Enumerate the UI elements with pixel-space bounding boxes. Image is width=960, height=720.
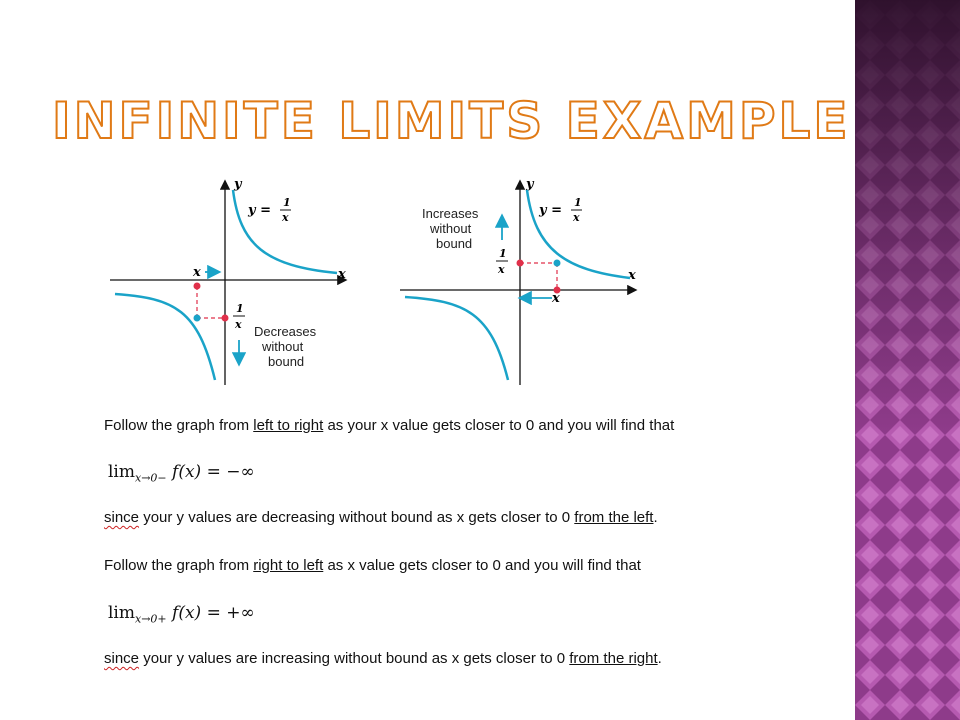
- equation-prefix: y =: [248, 203, 271, 218]
- underlined-phrase: left to right: [253, 417, 324, 434]
- equation-numerator: 1: [574, 196, 582, 209]
- y-value-denominator: x: [498, 263, 505, 276]
- text-span: your y values are increasing without bound as x gets closer to 0: [139, 650, 570, 667]
- lim-subscript: x→0−: [135, 471, 167, 485]
- lim-subscript: x→0+: [135, 612, 167, 626]
- equation-prefix: y =: [539, 203, 562, 218]
- underlined-phrase: from the left: [574, 509, 654, 526]
- y-value-numerator: 1: [499, 247, 507, 260]
- y-value-denominator: x: [235, 318, 242, 331]
- equation-numerator: 1: [283, 196, 291, 209]
- spellcheck-word: since: [104, 650, 140, 667]
- y-value-numerator: 1: [236, 302, 244, 315]
- annotation-line-1: Increases: [422, 206, 479, 221]
- hyperbola-left-branch: [405, 297, 508, 380]
- y-point: [517, 260, 524, 267]
- annotation-line-3: bound: [268, 354, 305, 369]
- text-span: as your x value gets closer to 0 and you will find that: [323, 417, 675, 434]
- text-span: .: [657, 650, 662, 667]
- y-point: [222, 315, 229, 322]
- underlined-phrase: right to left: [253, 557, 324, 574]
- x-point: [194, 283, 201, 290]
- graph-left: [105, 170, 355, 390]
- lim-word: lim: [108, 603, 135, 623]
- y-axis-label: y: [526, 177, 534, 192]
- text-span: your y values are decreasing without bound as x gets closer to 0: [139, 509, 575, 526]
- curve-point: [554, 260, 561, 267]
- x-marker-label: x: [552, 291, 560, 306]
- limit-from-left: [108, 462, 255, 484]
- lim-expression: f(x) = +∞: [172, 603, 255, 623]
- underlined-phrase: from the right: [569, 650, 658, 667]
- page-title: INFINITE LIMITS EXAMPLE: [52, 92, 851, 150]
- text-span: as x value gets closer to 0 and you will find that: [323, 557, 641, 574]
- hyperbola-left-branch: [115, 294, 215, 380]
- lim-expression: f(x) = −∞: [172, 462, 255, 482]
- paragraph-decreasing: [104, 509, 658, 526]
- text-span: .: [653, 509, 658, 526]
- text-span: Follow the graph from: [104, 417, 254, 434]
- x-axis-label: x: [338, 267, 346, 282]
- text-span: Follow the graph from: [104, 557, 254, 574]
- x-axis-label: x: [628, 268, 636, 283]
- limit-from-right: [108, 603, 255, 625]
- spellcheck-word: since: [104, 509, 140, 526]
- lim-word: lim: [108, 462, 135, 482]
- annotation-line-2: without: [262, 339, 304, 354]
- curve-point: [194, 315, 201, 322]
- x-marker-label: x: [193, 265, 201, 280]
- equation-denominator: x: [573, 211, 580, 224]
- graph-right: [395, 170, 645, 390]
- annotation-line-3: bound: [436, 236, 473, 251]
- y-axis-label: y: [234, 177, 242, 192]
- decorative-sidebar: [855, 0, 960, 720]
- paragraph-left-to-right: [104, 417, 674, 434]
- equation-denominator: x: [282, 211, 289, 224]
- paragraph-right-to-left: [104, 557, 641, 574]
- annotation-line-2: without: [430, 221, 472, 236]
- paragraph-increasing: [104, 650, 662, 667]
- annotation-line-1: Decreases: [254, 324, 317, 339]
